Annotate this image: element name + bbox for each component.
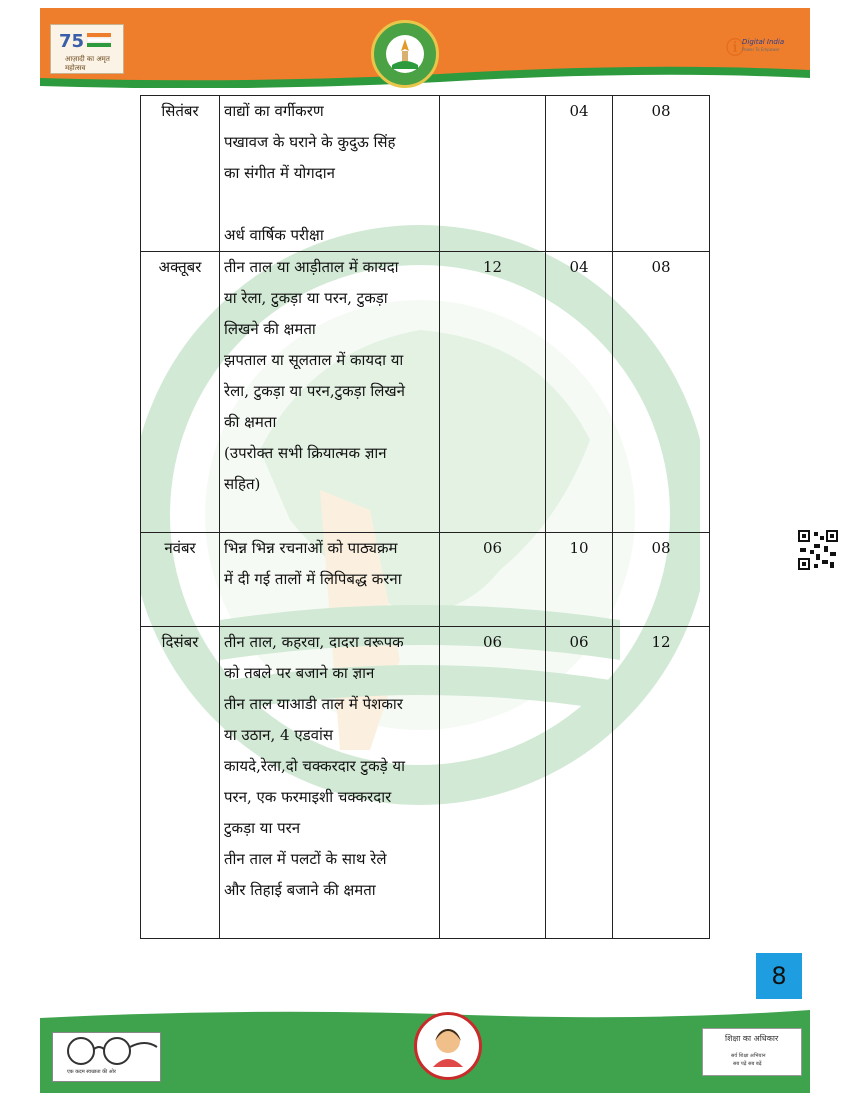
- digital-india-logo: [726, 34, 786, 58]
- digital-india-sub: Power To Empower: [742, 47, 780, 52]
- rte-title: शिक्षा का अधिकार: [725, 1034, 779, 1043]
- content-line: पखावज के घराने के कुदुऊ सिंह: [224, 133, 396, 151]
- left-logo-text: आज़ादी का अमृत महोत्सव: [65, 55, 110, 72]
- content-line: में दी गई तालों में लिपिबद्ध करना: [224, 570, 402, 588]
- value-cell-1: 12: [440, 252, 546, 533]
- content-cell: [220, 627, 440, 939]
- value-cell-1: [440, 96, 546, 252]
- table-row: [141, 252, 710, 533]
- content-cell: [220, 96, 440, 252]
- month-cell: दिसंबर: [141, 627, 220, 939]
- content-line: रेला, टुकड़ा या परन,टुकड़ा लिखने: [224, 382, 405, 400]
- table-row: [141, 533, 710, 627]
- emblem-inner: [386, 35, 424, 73]
- value-cell-2: 10: [546, 533, 613, 627]
- content-line: कायदे,रेला,दो चक्करदार टुकड़े या: [224, 757, 405, 775]
- content-line: तीन ताल, कहरवा, दादरा वरूपक: [224, 633, 404, 651]
- beti-bachao-logo: [414, 1012, 482, 1080]
- month-cell: नवंबर: [141, 533, 220, 627]
- content-line: भिन्न भिन्न रचनाओं को पाठ्यक्रम: [224, 539, 398, 557]
- rte-line-1: सर्व शिक्षा अभियान: [731, 1053, 766, 1059]
- digital-india-label: Digital India: [742, 38, 785, 46]
- value-cell-2: 06: [546, 627, 613, 939]
- month-cell: सितंबर: [141, 96, 220, 252]
- monthly-syllabus-table: [140, 95, 710, 939]
- qr-code-icon[interactable]: [798, 530, 838, 570]
- value-cell-2: 04: [546, 252, 613, 533]
- value-cell-3: 08: [613, 533, 710, 627]
- content-line: तीन ताल याआडी ताल में पेशकार: [224, 695, 403, 713]
- content-line: वाद्यों का वर्गीकरण: [224, 102, 324, 120]
- content-line: तीन ताल या आड़ीताल में कायदा: [224, 258, 399, 276]
- page-number-badge: 8: [756, 953, 802, 999]
- content-line: सहित): [224, 475, 261, 493]
- swachh-bharat-caption: एक कदम स्वच्छता की ओर: [67, 1069, 116, 1075]
- content-line: (उपरोक्त सभी क्रियात्मक ज्ञान: [224, 444, 387, 462]
- content-line: का संगीत में योगदान: [224, 164, 335, 182]
- content-line: को तबले पर बजाने का ज्ञान: [224, 664, 375, 682]
- value-cell-3: 12: [613, 627, 710, 939]
- content-line: अर्ध वार्षिक परीक्षा: [224, 226, 324, 244]
- content-line: या उठान, 4 एडवांस: [224, 726, 334, 744]
- value-cell-3: 08: [613, 96, 710, 252]
- content-line: की क्षमता: [224, 413, 277, 431]
- content-line: परन, एक फरमाइशी चक्करदार: [224, 788, 392, 806]
- right-to-education-logo: [702, 1028, 802, 1076]
- digital-india-mark-icon: ⓘ: [726, 38, 744, 59]
- content-line: झपताल या सूलताल में कायदा या: [224, 351, 404, 369]
- content-cell: [220, 252, 440, 533]
- value-cell-1: 06: [440, 533, 546, 627]
- value-cell-1: 06: [440, 627, 546, 939]
- month-cell: अक्तूबर: [141, 252, 220, 533]
- content-line: या रेला, टुकड़ा या परन, टुकड़ा: [224, 289, 388, 307]
- content-line: तीन ताल में पलटों के साथ रेले: [224, 850, 387, 868]
- svg-text:75: 75: [59, 31, 85, 52]
- rte-line-2: सब पढ़ें सब बढ़ें: [733, 1061, 762, 1067]
- swachh-bharat-logo: [52, 1032, 161, 1082]
- blank-line: [224, 189, 435, 220]
- school-education-board-emblem: [371, 20, 439, 88]
- content-line: लिखने की क्षमता: [224, 320, 316, 338]
- content-cell: [220, 533, 440, 627]
- content-line: टुकड़ा या परन: [224, 819, 301, 837]
- value-cell-2: 04: [546, 96, 613, 252]
- table-row: [141, 627, 710, 939]
- azadi-ka-amrit-mahotsav-logo: [50, 24, 124, 74]
- table-row: [141, 96, 710, 252]
- value-cell-3: 08: [613, 252, 710, 533]
- content-line: और तिहाई बजाने की क्षमता: [224, 881, 376, 899]
